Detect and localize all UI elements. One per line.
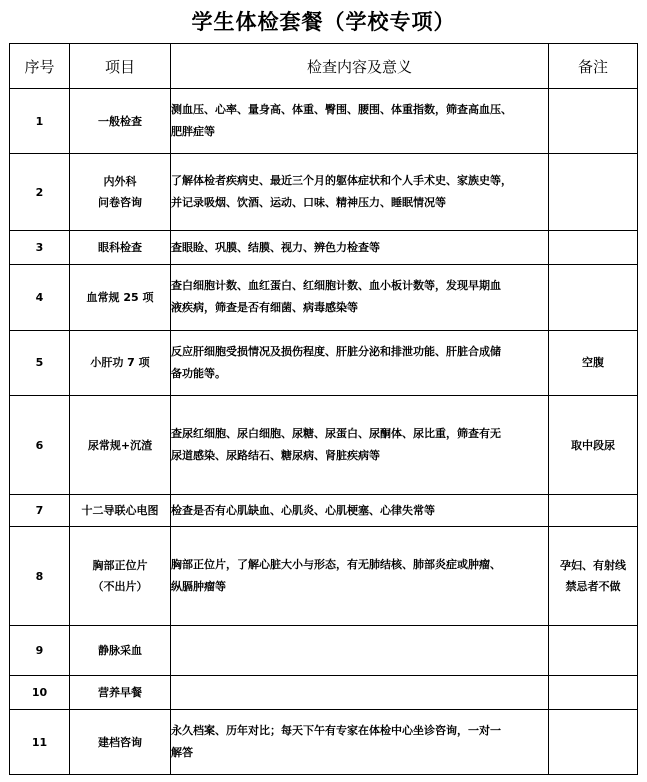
row-no: 4: [10, 265, 70, 330]
row-content: [171, 265, 549, 330]
table-row: [10, 396, 638, 495]
row-content: [171, 396, 549, 495]
row-item: [70, 89, 171, 154]
row-item: [70, 154, 171, 231]
row-content: [171, 710, 549, 775]
row-no: 2: [10, 154, 70, 231]
row-no: 5: [10, 330, 70, 395]
row-content: [171, 676, 549, 710]
header-note: 备注: [549, 44, 638, 89]
row-no: 3: [10, 231, 70, 265]
row-content: [171, 89, 549, 154]
item-line: 问卷咨询: [98, 196, 142, 210]
header-no: 序号: [10, 44, 70, 89]
row-no: 9: [10, 625, 70, 675]
content-line: 纵膈肿瘤等: [171, 580, 226, 593]
row-item: [70, 231, 171, 265]
note-line: 孕妇、有射线: [560, 559, 626, 572]
row-note: [549, 265, 638, 330]
checkup-table: [9, 43, 638, 775]
table-row: [10, 710, 638, 775]
content-line: 查眼睑、巩膜、结膜、视力、辨色力检查等: [171, 240, 380, 254]
row-no: 10: [10, 676, 70, 710]
row-no: 8: [10, 527, 70, 626]
row-no: 7: [10, 494, 70, 526]
table-row: [10, 231, 638, 265]
row-content: [171, 494, 549, 526]
table-row: [10, 494, 638, 526]
content-line: 胸部正位片，了解心脏大小与形态，有无肺结核、肺部炎症或肿瘤、: [171, 558, 501, 571]
row-note: [549, 625, 638, 675]
page-title: 学生体检套餐（学校专项）: [191, 10, 456, 34]
item-line: 营养早餐: [98, 686, 142, 700]
row-content: [171, 527, 549, 626]
item-line: 一般检查: [98, 114, 142, 128]
item-line: 静脉采血: [98, 644, 142, 658]
content-line: 了解体检者疾病史、最近三个月的躯体症状和个人手术史、家族史等，: [171, 174, 512, 188]
row-note: [549, 676, 638, 710]
row-content: [171, 154, 549, 231]
item-line: （不出片）: [92, 580, 148, 593]
table-row: [10, 265, 638, 330]
row-note: [549, 231, 638, 265]
content-line: 测血压、心率、量身高、体重、臀围、腰围、体重指数，筛查高血压、: [171, 103, 512, 117]
row-item: [70, 676, 171, 710]
row-no: 1: [10, 89, 70, 154]
row-no: 11: [10, 710, 70, 775]
content-line: 解答: [171, 746, 193, 760]
content-line: 肥胖症等: [171, 125, 215, 139]
row-item: [70, 396, 171, 495]
table-row: [10, 625, 638, 675]
row-content: [171, 231, 549, 265]
table-row: [10, 89, 638, 154]
note-line: 禁忌者不做: [565, 580, 621, 593]
content-line: 备功能等。: [171, 366, 226, 380]
row-item: [70, 330, 171, 395]
row-item: [70, 494, 171, 526]
row-note: [549, 330, 638, 395]
content-line: 并记录吸烟、饮酒、运动、口味、精神压力、睡眠情况等: [171, 196, 446, 210]
table-row: [10, 676, 638, 710]
header-item: 项目: [70, 44, 171, 89]
row-note: [549, 89, 638, 154]
item-line: 建档咨询: [98, 735, 142, 749]
content-line: 尿道感染、尿路结石、糖尿病、肾脏疾病等: [171, 449, 380, 463]
row-note: [549, 154, 638, 231]
content-line: 永久档案、历年对比；每天下午有专家在体检中心坐诊咨询，一对一: [171, 724, 501, 738]
row-item: [70, 527, 171, 626]
row-note: [549, 396, 638, 495]
note-line: 取中段尿: [571, 438, 615, 452]
item-line: 尿常规+沉渣: [87, 438, 153, 452]
item-line: 眼科检查: [98, 241, 142, 255]
content-line: 反应肝细胞受损情况及损伤程度、肝脏分泌和排泄功能、肝脏合成储: [171, 344, 501, 358]
row-item: [70, 710, 171, 775]
content-line: 查尿红细胞、尿白细胞、尿糖、尿蛋白、尿酮体、尿比重，筛查有无: [171, 427, 501, 441]
row-item: [70, 625, 171, 675]
row-content: [171, 330, 549, 395]
item-line: 小肝功 7 项: [90, 356, 150, 370]
row-content: [171, 625, 549, 675]
content-line: 查白细胞计数、血红蛋白、红细胞计数、血小板计数等，发现早期血: [171, 279, 501, 293]
item-line: 血常规 25 项: [86, 290, 154, 304]
note-line: 空腹: [582, 356, 604, 370]
row-note: [549, 494, 638, 526]
row-note: [549, 527, 638, 626]
row-item: [70, 265, 171, 330]
content-line: 液疾病，筛查是否有细菌、病毒感染等: [171, 301, 358, 315]
item-line: 内外科: [103, 175, 137, 189]
item-line: 十二导联心电图: [81, 504, 159, 518]
row-no: 6: [10, 396, 70, 495]
header-row: [10, 44, 638, 89]
row-note: [549, 710, 638, 775]
table-row: [10, 527, 638, 626]
table-row: [10, 330, 638, 395]
item-line: 胸部正位片: [92, 559, 148, 572]
table-row: [10, 154, 638, 231]
header-content: 检查内容及意义: [171, 44, 549, 89]
content-line: 检查是否有心肌缺血、心肌炎、心肌梗塞、心律失常等: [171, 503, 435, 517]
